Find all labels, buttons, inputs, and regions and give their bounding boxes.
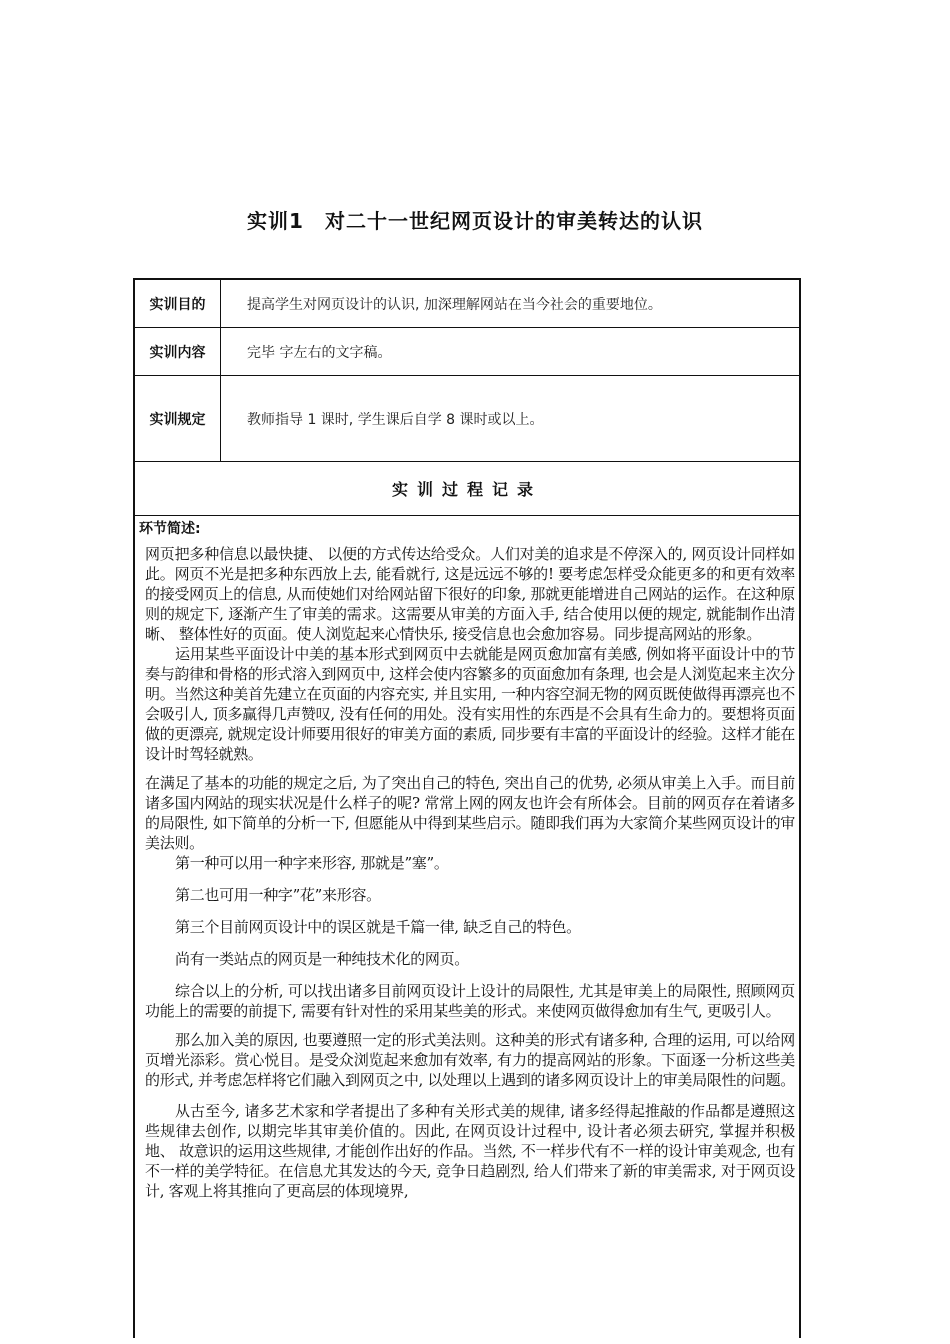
body-paragraph: 综合以上的分析, 可以找出诸多目前网页设计上设计的局限性, 尤其是审美上的局限性, 照顾网页功能上的需要的前提下, 需要有针对性的采用某些美的形式。来使网页做得愈加有生气, 更吸引人。: [145, 982, 795, 1020]
purpose-value: 提高学生对网页设计的认识, 加深理解网站在当今社会的重要地位。: [247, 296, 662, 313]
requirement-label: 实训规定: [135, 376, 221, 461]
body-paragraph: 网页把多种信息以最快捷、 以便的方式传达给受众。人们对美的追求是不停深入的, 网页设计同样如此。网页不光是把多种东西放上去, 能看就行, 这是远远不够的! 要考虑怎样受众能更多的和更有效率的接受网页上的信息, 从而使她们对给网站留下很好的印象, 那就更能增进自己网站的运作。在这种原则的规定下, 逐渐产生了审美的需求。这需要从审美的方面入手, 结合使用以便的规定, 就能制作出清晰、 整体性好的页面。使人浏览起来心情快乐, 接受信息也会愈加容易。同步提高网站的形象。: [145, 545, 795, 643]
content-label: 实训内容: [135, 328, 221, 375]
body-paragraph: 运用某些平面设计中美的基本形式到网页中去就能是网页愈加富有美感, 例如将平面设计中的节奏与韵律和骨格的形式溶入到网页中, 这样会使内容繁多的页面愈加有条理, 也会是人浏览起来主次分明。当然这种美首先建立在页面的内容充实, 并且实用, 一种内容空洞无物的网页既使做得再漂亮也不会吸引人, 顶多赢得几声赞叹, 没有任何的用处。没有实用性的东西是不会具有生命力的。要想将页面做的更漂亮, 就规定设计师要用很好的审美方面的素质, 同步要有丰富的平面设计的经验。这样才能在设计时驾轻就熟。: [145, 645, 795, 763]
page-title: 实训1 对二十一世纪网页设计的审美转达的认识: [247, 209, 703, 233]
body-paragraph: 在满足了基本的功能的规定之后, 为了突出自己的特色, 突出自己的优势, 必须从审美上入手。而目前诸多国内网站的现实状况是什么样子的呢? 常常上网的网友也许会有所体会。目前的网页存在着诸多的局限性, 如下简单的分析一下, 但愿能从中得到某些启示。随即我们再为大家简介某些网页设计的审美法则。: [145, 774, 795, 852]
body-paragraph: 第三个目前网页设计中的误区就是千篇一律, 缺乏自己的特色。: [175, 918, 581, 936]
record-body: [139, 518, 795, 1201]
table-row-requirement: [135, 376, 799, 462]
content-value: 完毕 字左右的文字稿。: [247, 344, 392, 361]
table-row-purpose: [135, 280, 799, 328]
body-paragraph: 第一种可以用一种字来形容, 那就是”塞”。: [175, 854, 449, 872]
body-paragraph: 从古至今, 诸多艺术家和学者提出了多种有关形式美的规律, 诸多经得起推敲的作品都是遵照这些规律去创作, 以期完毕其审美价值的。因此, 在网页设计过程中, 设计者必须去研究, 掌握并积极地、 故意识的运用这些规律, 才能创作出好的作品。当然, 不一样步代有不一样的设计审美观念, 也有不一样的美学特征。在信息尤其发达的今天, 竞争日趋剧烈, 给人们带来了新的审美需求, 对于网页设计, 客观上将其推向了更高层的体现境界,: [145, 1102, 795, 1200]
table-row-record-heading: [135, 462, 799, 516]
table-row-content: [135, 328, 799, 376]
purpose-label: 实训目的: [135, 280, 221, 327]
body-paragraph: 尚有一类站点的网页是一种纯技术化的网页。: [175, 950, 470, 968]
body-paragraph: 第二也可用一种字”花”来形容。: [175, 886, 381, 904]
training-record-table: [133, 278, 801, 1338]
record-heading: 实训过程记录: [391, 480, 542, 499]
section-label: 环节简述:: [139, 521, 201, 537]
body-paragraph: 那么加入美的原因, 也要遵照一定的形式美法则。这种美的形式有诸多种, 合理的运用, 可以给网页增光添彩。赏心悦目。是受众浏览起来愈加有效率, 有力的提高网站的形象。下面逐一分析这些美的形式, 并考虑怎样将它们融入到网页之中, 以处理以上遇到的诸多网页设计上的审美局限性的问题。: [145, 1031, 795, 1089]
requirement-value: 教师指导 1 课时, 学生课后自学 8 课时或以上。: [247, 411, 544, 428]
